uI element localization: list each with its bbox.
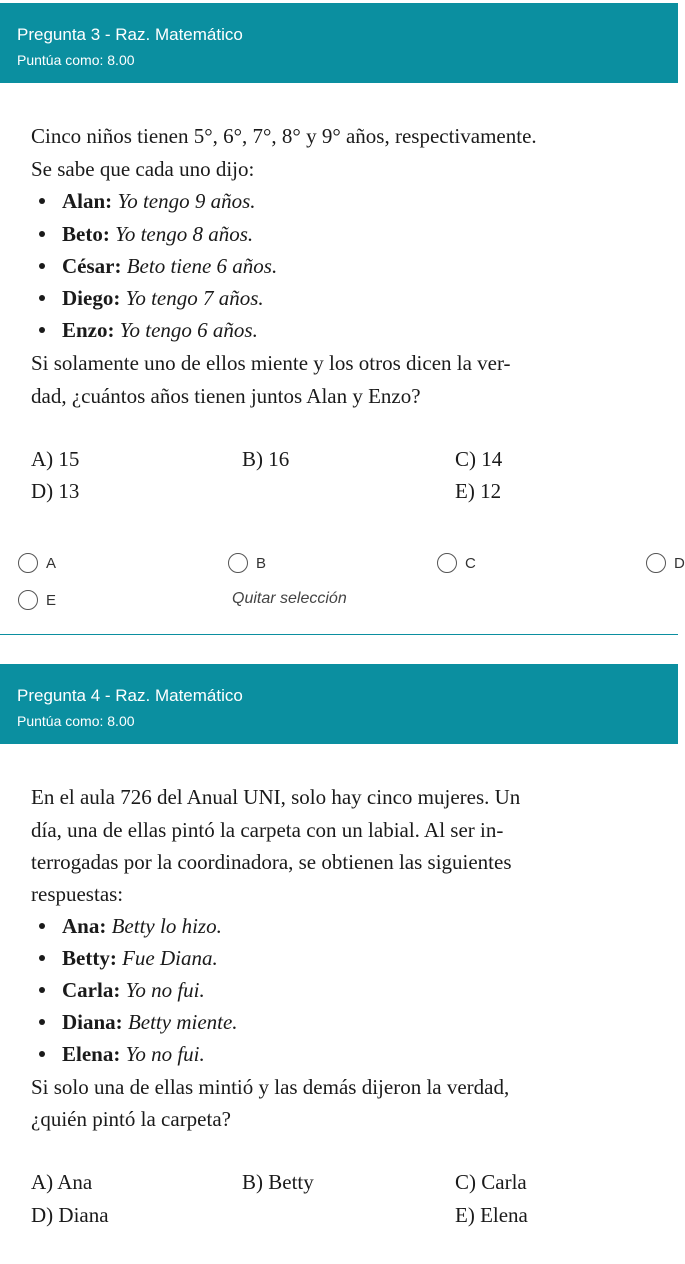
bullet-icon (39, 1019, 45, 1025)
statement-line: ¿quién pintó la carpeta? (31, 1107, 231, 1131)
question-3-header (0, 3, 678, 83)
statement-line: Se sabe que cada uno dijo: (31, 157, 255, 181)
statement-bullet (31, 914, 222, 939)
statement-line: Si solo una de ellas mintió y las demás dijeron la verdad, (31, 1075, 510, 1099)
answer-option-d: D) Diana (31, 1203, 109, 1227)
statement-bullet (31, 222, 253, 247)
statement-bullet (31, 946, 218, 971)
statement-line: respuestas: (31, 882, 124, 906)
bullet-icon (39, 231, 45, 237)
radio-label: C (465, 554, 476, 572)
question-score: Puntúa como: 8.00 (17, 713, 135, 729)
answer-radio-group (0, 550, 685, 576)
radio-label: E (46, 591, 57, 609)
statement-bullet (31, 286, 264, 311)
statement-bullet (31, 254, 277, 279)
answer-option-a: A) 15 (31, 447, 80, 471)
radio-circle-icon[interactable] (228, 553, 248, 573)
statement-line: dad, ¿cuántos años tienen juntos Alan y Enzo? (31, 384, 421, 408)
statement-line: terrogadas por la coordinadora, se obtienen las siguientes (31, 850, 512, 874)
radio-circle-icon[interactable] (646, 553, 666, 573)
statement-bullet (31, 189, 256, 214)
radio-label: A (46, 554, 57, 572)
radio-option-b[interactable] (228, 550, 266, 576)
answer-option-b: B) Betty (242, 1170, 314, 1194)
speaker-name: Alan: (62, 189, 113, 213)
bullet-icon (39, 263, 45, 269)
radio-option-d[interactable] (646, 550, 685, 576)
answer-option-e: E) 12 (455, 479, 502, 503)
speaker-name: Elena: (62, 1042, 121, 1066)
radio-label: B (256, 554, 267, 572)
bullet-icon (39, 327, 45, 333)
radio-option-a[interactable] (18, 550, 56, 576)
speaker-quote: Yo tengo 7 años. (125, 286, 264, 310)
question-title: Pregunta 3 - Raz. Matemático (17, 25, 243, 44)
answer-option-b: B) 16 (242, 447, 290, 471)
speaker-quote: Fue Diana. (122, 946, 218, 970)
speaker-name: Diana: (62, 1010, 123, 1034)
bullet-icon (39, 955, 45, 961)
speaker-quote: Betty miente. (127, 1010, 238, 1034)
bullet-icon (39, 198, 45, 204)
speaker-name: César: (62, 254, 122, 278)
speaker-quote: Yo tengo 9 años. (117, 189, 256, 213)
radio-label: D (674, 554, 685, 572)
radio-option-e[interactable] (18, 587, 56, 613)
answer-option-c: C) Carla (455, 1170, 527, 1194)
question-divider (0, 634, 678, 635)
statement-bullet (31, 978, 205, 1003)
speaker-quote: Yo tengo 6 años. (119, 318, 258, 342)
speaker-quote: Beto tiene 6 años. (126, 254, 278, 278)
question-4-header (0, 664, 678, 744)
radio-option-c[interactable] (437, 550, 476, 576)
speaker-name: Betty: (62, 946, 117, 970)
statement-line: En el aula 726 del Anual UNI, solo hay cinco mujeres. Un (31, 785, 521, 809)
speaker-name: Ana: (62, 914, 107, 938)
bullet-icon (39, 987, 45, 993)
statement-bullet (31, 1042, 205, 1067)
answer-option-c: C) 14 (455, 447, 503, 471)
statement-bullet (31, 318, 258, 343)
radio-circle-icon[interactable] (18, 590, 38, 610)
bullet-icon (39, 295, 45, 301)
answer-option-e: E) Elena (455, 1203, 528, 1227)
radio-circle-icon[interactable] (437, 553, 457, 573)
statement-line: día, una de ellas pintó la carpeta con un labial. Al ser in- (31, 818, 504, 842)
speaker-quote: Yo no fui. (125, 1042, 205, 1066)
statement-line: Cinco niños tienen 5°, 6°, 7°, 8° y 9° años, respectivamente. (31, 124, 537, 148)
bullet-icon (39, 1051, 45, 1057)
statement-bullet (31, 1010, 238, 1035)
speaker-name: Beto: (62, 222, 110, 246)
clear-selection-link[interactable]: Quitar selección (232, 590, 347, 607)
speaker-name: Carla: (62, 978, 121, 1002)
question-title: Pregunta 4 - Raz. Matemático (17, 686, 243, 705)
radio-circle-icon[interactable] (18, 553, 38, 573)
question-score: Puntúa como: 8.00 (17, 52, 135, 68)
speaker-quote: Yo tengo 8 años. (115, 222, 254, 246)
answer-option-a: A) Ana (31, 1170, 93, 1194)
speaker-name: Enzo: (62, 318, 115, 342)
speaker-name: Diego: (62, 286, 121, 310)
answer-radio-group-row-2 (0, 587, 678, 613)
speaker-quote: Yo no fui. (125, 978, 205, 1002)
bullet-icon (39, 923, 45, 929)
statement-line: Si solamente uno de ellos miente y los otros dicen la ver- (31, 351, 511, 375)
speaker-quote: Betty lo hizo. (111, 914, 222, 938)
answer-option-d: D) 13 (31, 479, 80, 503)
